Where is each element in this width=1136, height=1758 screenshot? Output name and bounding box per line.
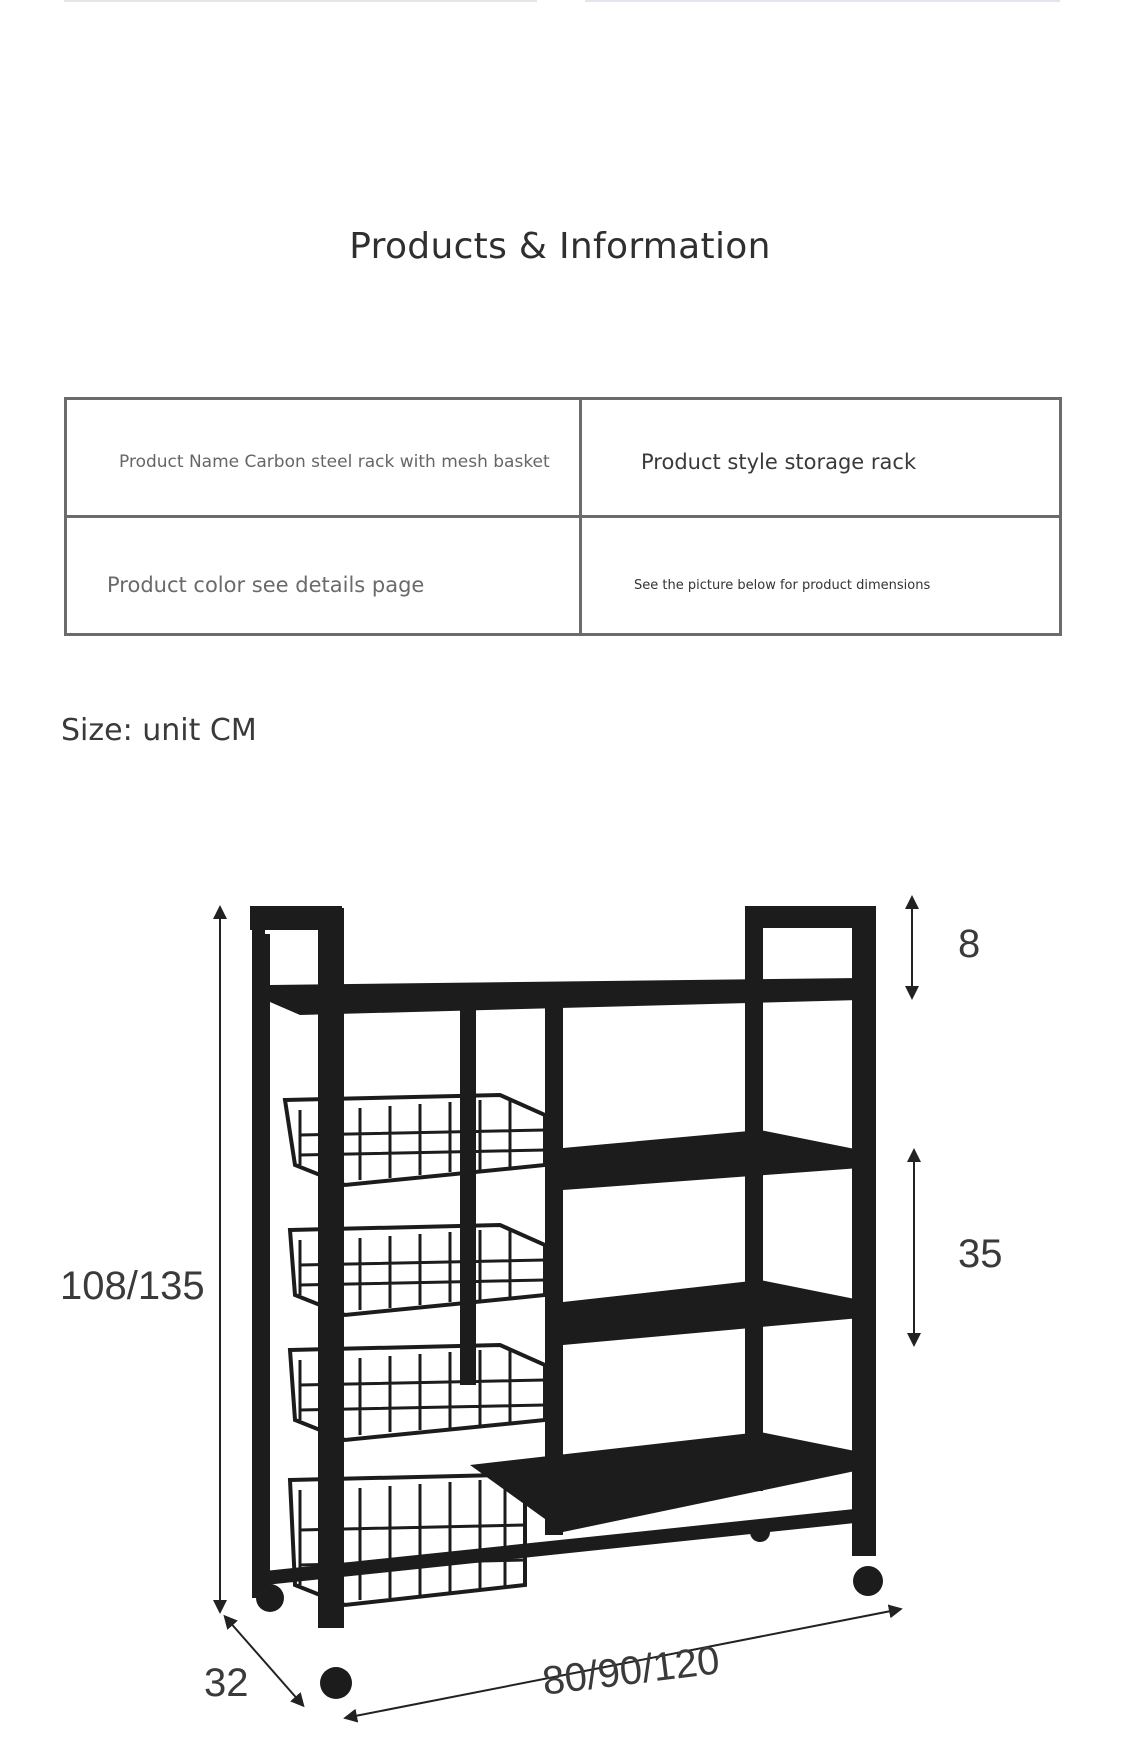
- table-divider-horizontal: [67, 515, 1059, 518]
- top-shelf: [270, 978, 860, 1015]
- dim-shelf-spacing: 35: [958, 1232, 1003, 1276]
- right-top-handle: [745, 906, 876, 928]
- dim-depth: 32: [204, 1661, 249, 1705]
- top-divider-left: [64, 0, 537, 2]
- wheel-back-left: [256, 1584, 284, 1612]
- rack-illustration: [250, 906, 876, 1628]
- dim-width: 80/90/120: [540, 1638, 722, 1704]
- wheel-back-right: [750, 1522, 770, 1542]
- product-name-cell: Product Name Carbon steel rack with mesh basket: [119, 452, 550, 472]
- left-top-handle: [250, 906, 342, 930]
- dim-height: 108/135: [60, 1264, 205, 1308]
- top-divider-right: [585, 0, 1060, 2]
- shelf-3: [563, 1280, 860, 1345]
- page-title: Products & Information: [349, 226, 771, 267]
- size-unit-label: Size: unit CM: [61, 713, 257, 748]
- rack-dimension-diagram: [0, 880, 1136, 1758]
- inner-back-post: [460, 1005, 476, 1385]
- left-back-post: [252, 908, 270, 1598]
- wheel-front-right: [853, 1566, 883, 1596]
- wheel-front-left: [320, 1667, 352, 1699]
- product-color-cell: Product color see details page: [107, 573, 425, 597]
- dimensions-note-cell: See the picture below for product dimensions: [634, 578, 931, 593]
- dim-top-clearance: 8: [958, 922, 981, 966]
- product-style-cell: Product style storage rack: [641, 450, 917, 474]
- product-info-table: [64, 397, 1062, 636]
- shelf-2: [563, 1130, 860, 1190]
